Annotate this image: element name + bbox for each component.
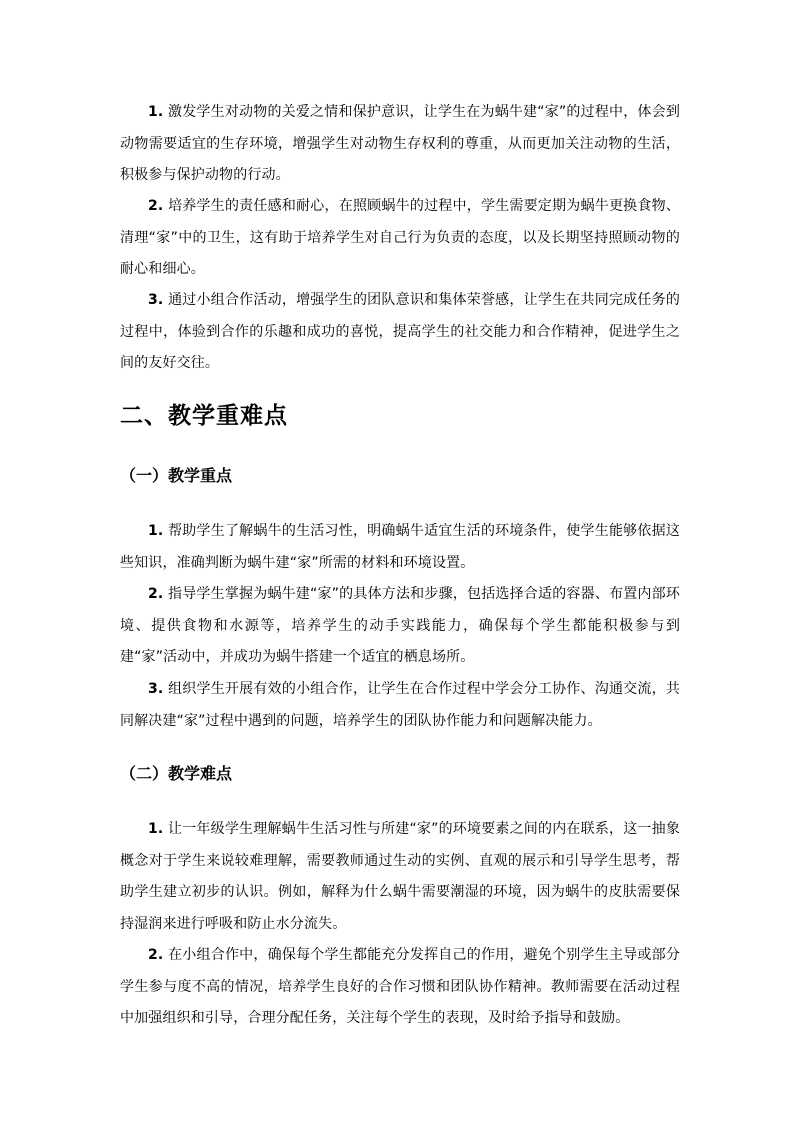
key-point-paragraph-2 — [120, 579, 680, 674]
difficult-points-heading: （二）教学难点 — [120, 764, 233, 783]
difficult-point-paragraph-1 — [120, 814, 680, 940]
key-point-paragraph-3 — [120, 674, 680, 737]
key-point-text-3: 组织学生开展有效的小组合作，让学生在合作过程中学会分工协作、沟通交流，共同解决建“家”过程中遇到的问题，培养学生的团队协作能力和问题解决能力。 — [120, 681, 680, 729]
difficult-point-number-1: 1. — [148, 821, 164, 837]
goal-text-3: 通过小组合作活动，增强学生的团队意识和集体荣誉感，让学生在共同完成任务的过程中，体验到合作的乐趣和成功的喜悦，提高学生的社交能力和合作精神，促进学生之间的友好交往。 — [120, 292, 680, 371]
key-point-number-1: 1. — [148, 523, 164, 539]
goal-number-3: 3. — [148, 292, 164, 308]
key-point-number-3: 3. — [148, 681, 164, 697]
key-point-paragraph-1 — [120, 516, 680, 579]
goal-paragraph-3 — [120, 285, 680, 380]
difficult-point-paragraph-2 — [120, 940, 680, 1035]
goal-paragraph-2 — [120, 191, 680, 286]
goal-paragraph-1 — [120, 97, 680, 192]
section-heading: 二、教学重难点 — [120, 403, 288, 429]
difficult-point-number-2: 2. — [148, 947, 164, 963]
key-point-text-2: 指导学生掌握为蜗牛建“家”的具体方法和步骤，包括选择合适的容器、布置内部环境、提供食物和水源等，培养学生的动手实践能力，确保每个学生都能积极参与到建“家”活动中，并成功为蜗牛搭建一个适宜的栖息场所。 — [120, 586, 680, 665]
difficult-point-text-2: 在小组合作中，确保每个学生都能充分发挥自己的作用，避免个别学生主导或部分学生参与度不高的情况，培养学生良好的合作习惯和团队协作精神。教师需要在活动过程中加强组织和引导，合理分配任务，关注每个学生的表现，及时给予指导和鼓励。 — [120, 947, 680, 1026]
key-point-text-1: 帮助学生了解蜗牛的生活习性，明确蜗牛适宜生活的环境条件，使学生能够依据这些知识，准确判断为蜗牛建“家”所需的材料和环境设置。 — [120, 523, 680, 571]
goal-number-1: 1. — [148, 104, 164, 120]
goal-text-2: 培养学生的责任感和耐心，在照顾蜗牛的过程中，学生需要定期为蜗牛更换食物、清理“家”中的卫生，这有助于培养学生对自己行为负责的态度，以及长期坚持照顾动物的耐心和细心。 — [120, 198, 680, 277]
goal-text-1: 激发学生对动物的关爱之情和保护意识，让学生在为蜗牛建“家”的过程中，体会到动物需要适宜的生存环境，增强学生对动物生存权利的尊重，从而更加关注动物的生活，积极参与保护动物的行动。 — [120, 104, 680, 183]
goal-number-2: 2. — [148, 198, 164, 214]
key-point-number-2: 2. — [148, 586, 164, 602]
difficult-point-text-1: 让一年级学生理解蜗牛生活习性与所建“家”的环境要素之间的内在联系，这一抽象概念对于学生来说较难理解，需要教师通过生动的实例、直观的展示和引导学生思考，帮助学生建立初步的认识。例如，解释为什么蜗牛需要潮湿的环境，因为蜗牛的皮肤需要保持湿润来进行呼吸和防止水分流失。 — [120, 821, 680, 932]
key-points-heading: （一）教学重点 — [120, 466, 233, 485]
